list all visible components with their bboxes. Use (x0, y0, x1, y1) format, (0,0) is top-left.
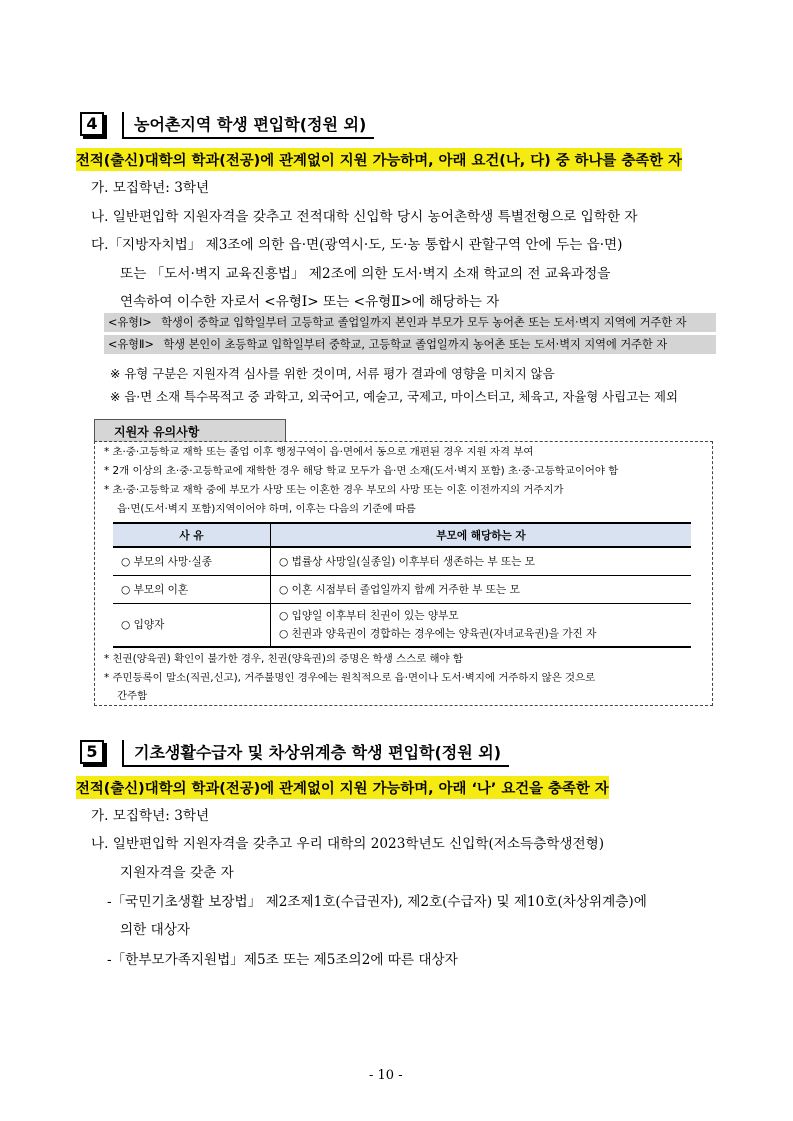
section4-ref1: ※ 유형 구분은 지원자격 심사를 위한 것이며, 서류 평가 결과에 영향을 미치지 않음 (110, 366, 555, 381)
section4-ref2: ※ 읍·면 소재 특수목적고 중 과학고, 외국어고, 예술고, 국제고, 마이스터고, 체육고, 자율형 사립고는 제외 (110, 389, 678, 404)
notice-item-2: * 2개 이상의 초·중·고등학교에 재학한 경우 해당 학교 모두가 읍·면 소재(도서·벽지 포함) 초·중·고등학교이어야 함 (104, 465, 619, 477)
section5-item-na-line1: 나. 일반편입학 지원자격을 갖추고 우리 대학의 2023학년도 신입학(저소득층학생전형) (91, 836, 605, 852)
table-cell-reason: ○ 부모의 이혼 (113, 575, 271, 603)
table-row (113, 547, 691, 575)
type2-text: 학생 본인이 초등학교 입학일부터 중학교, 고등학교 졸업일까지 농어촌 또는 도서·벽지 지역에 거주한 자 (163, 338, 668, 351)
section5-item-ga: 가. 모집학년: 3학년 (91, 808, 210, 824)
section4-item-da-line2: 또는 「도서·벽지 교육진흥법」 제2조에 의한 도서·벽지 소재 학교의 전 교육과정을 (120, 266, 611, 282)
page-number: - 10 - (369, 1068, 403, 1083)
table-row (113, 603, 691, 647)
notice-item-5-line1: * 주민등록이 말소(직권,신고), 거주불명인 경우에는 원칙적으로 읍·면이나 도서·벽지에 거주하지 않은 것으로 (104, 672, 596, 684)
table-cell-parent-line2: ○ 친권과 양육권이 경합하는 경우에는 양육권(자녀교육권)을 가진 자 (279, 628, 597, 641)
section-number-4: 4 (80, 112, 104, 136)
section5-dash1-line1: -「국민기초생활 보장법」 제2조제1호(수급권자), 제2호(수급자) 및 제10호(차상위계층)에 (107, 894, 647, 910)
section4-item-na: 나. 일반편입학 지원자격을 갖추고 전적대학 신입학 당시 농어촌학생 특별전형으로 입학한 자 (91, 209, 638, 225)
table-cell-parent: ○ 법률상 사망일(실종일) 이후부터 생존하는 부 또는 모 (271, 547, 692, 575)
type1-row (104, 313, 716, 332)
section4-item-da-line3: 연속하여 이수한 자로서 <유형Ⅰ> 또는 <유형Ⅱ>에 해당하는 자 (120, 294, 500, 310)
parent-criteria-table (113, 522, 691, 648)
section4-item-ga: 가. 모집학년: 3학년 (91, 180, 210, 196)
section5-dash2: -「한부모가족지원법」제5조 또는 제5조의2에 따른 대상자 (107, 952, 458, 968)
section4-item-da-line1: 다.「지방자치법」 제3조에 의한 읍·면(광역시·도, 도·농 통합시 관할구역 안에 두는 읍·면) (91, 237, 623, 253)
type2-row (104, 335, 716, 354)
type1-label: <유형Ⅰ> (108, 316, 152, 329)
notice-item-3-line1: * 초·중·고등학교 재학 중에 부모가 사망 또는 이혼한 경우 부모의 사망 또는 이혼 이전까지의 거주지가 (104, 484, 564, 496)
table-cell-reason: ○ 부모의 사망·실종 (113, 547, 271, 575)
section-title-4: 농어촌지역 학생 편입학(정원 외) (122, 112, 374, 139)
section5-item-na-line2: 지원자격을 갖춘 자 (120, 865, 234, 881)
notice-heading: 지원자 유의사항 (114, 425, 200, 439)
section-title-5: 기초생활수급자 및 차상위계층 학생 편입학(정원 외) (122, 740, 509, 767)
table-row (113, 575, 691, 603)
table-header-parent: 부모에 해당하는 자 (271, 523, 692, 547)
section4-highlight: 전적(출신)대학의 학과(전공)에 관계없이 지원 가능하며, 아래 요건(나, 다) 중 하나를 충족한 자 (76, 148, 682, 171)
section5-dash1-line2: 의한 대상자 (120, 922, 190, 938)
type1-text: 학생이 중학교 입학일부터 고등학교 졸업일까지 본인과 부모가 모두 농어촌 또는 도서·벽지 지역에 거주한 자 (161, 316, 687, 329)
table-cell-parent (271, 603, 692, 647)
notice-item-1: * 초·중·고등학교 재학 또는 졸업 이후 행정구역이 읍·면에서 동으로 개편된 경우 지원 자격 부여 (104, 446, 534, 458)
table-cell-parent: ○ 이혼 시점부터 졸업일까지 함께 거주한 부 또는 모 (271, 575, 692, 603)
section-number-5: 5 (80, 740, 104, 764)
table-cell-parent-line1: ○ 입양일 이후부터 친권이 있는 양부모 (279, 610, 459, 623)
type2-label: <유형Ⅱ> (108, 338, 154, 351)
table-header-reason: 사 유 (113, 523, 271, 547)
section5-highlight: 전적(출신)대학의 학과(전공)에 관계없이 지원 가능하며, 아래 ‘나’ 요건을 충족한 자 (76, 776, 609, 799)
notice-item-4: * 친권(양육권) 확인이 불가한 경우, 친권(양육권)의 증명은 학생 스스로 해야 함 (104, 653, 463, 665)
notice-item-3-line2: 읍·면(도서·벽지 포함)지역이어야 하며, 이후는 다음의 기준에 따름 (117, 503, 416, 515)
notice-item-5-line2: 간주함 (117, 690, 148, 702)
table-cell-reason: ○ 입양자 (113, 603, 271, 647)
